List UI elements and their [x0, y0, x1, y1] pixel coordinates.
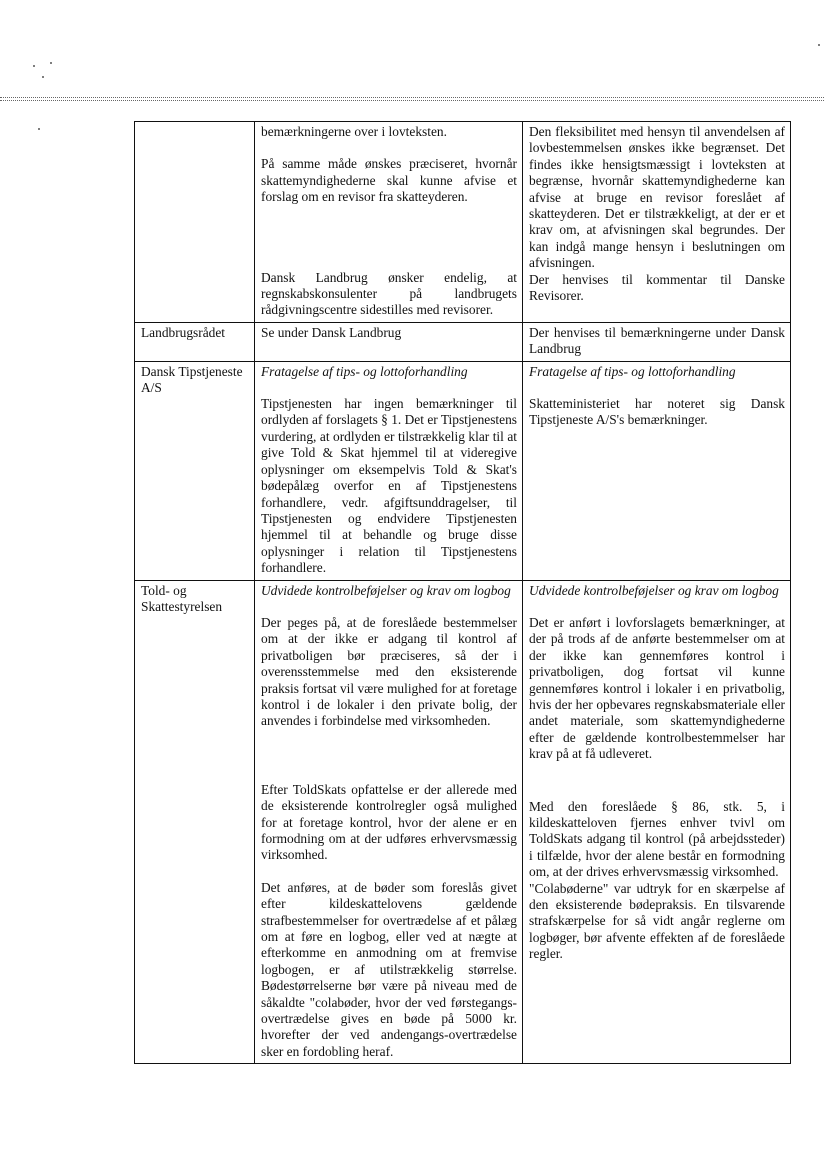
- response-paragraph: Med den foreslåede § 86, stk. 5, i kildeskatteloven fjernes enhver tvivl om ToldSkats adgang til kontrol (på arbejdssteder) i tilfælde, hvor der alene består en formodning om, at der drives erhvervsmæssig virksomhed.: [529, 798, 785, 880]
- table-row: [135, 122, 791, 323]
- comment-paragraph: Efter ToldSkats opfattelse er der allerede med de eksisterende kontrolregler også mulighed for at foretage kontrol, hvor der alene er en formodning om at der udføres erhvervsmæssig virksomhed.: [261, 781, 517, 863]
- comment-cell: [255, 122, 523, 323]
- consultation-table: [134, 121, 791, 1064]
- response-paragraph: Skatteministeriet har noteret sig Dansk Tipstjeneste A/S's bemærkninger.: [529, 396, 785, 428]
- response-paragraph: Den fleksibilitet med hensyn til anvendelsen af lovbestemmelsen ønskes ikke begrænset. Det findes ikke hensigtsmæssigt i lovteksten at begrænse, hvornår skattemyndighederne kan afvise at bruge en revisor foreslået af skatteyderen. Det er tilstrækkeligt, at der er et krav om, at afvisningen skal begrundes. Der kan indgå mange hensyn i beslutningen om afvisningen.: [529, 124, 785, 271]
- organisation-cell: [135, 122, 255, 323]
- comment-paragraph: På samme måde ønskes præciseret, hvornår skattemyndighederne skal kunne afvise et forslag om en revisor fra skatteyderen.: [261, 156, 517, 205]
- response-paragraph: Det er anført i lovforslagets bemærkninger, at der på trods af de anførte bestemmelser om at der ikke kan gennemføres kontrol i privatboligen, dog fortsat vil kunne gennemføres kontrol i lokaler i en privatbolig, hvis der her opbevares regnskabsmateriale eller andet materiale, som skattemyndighederne efter de gældende kontrolbestemmelser har krav på at få udleveret.: [529, 614, 785, 762]
- scan-line: [0, 100, 824, 101]
- organisation-cell: Landbrugsrådet: [135, 322, 255, 361]
- response-paragraph: Der henvises til bemærkningerne under Dansk Landbrug: [529, 324, 785, 357]
- scan-speck: [38, 128, 40, 130]
- response-heading: Fratagelse af tips- og lottoforhandling: [529, 363, 736, 379]
- response-cell: [523, 322, 791, 361]
- scan-speck: [33, 65, 35, 67]
- comment-cell: [255, 322, 523, 361]
- table-row: [135, 580, 791, 1064]
- response-paragraph: Der henvises til kommentar til Danske Revisorer.: [529, 271, 785, 304]
- response-cell: [523, 580, 791, 1064]
- comment-paragraph: bemærkningerne over i lovteksten.: [261, 124, 447, 139]
- scan-speck: [42, 76, 44, 78]
- response-cell: [523, 122, 791, 323]
- comment-paragraph: Der peges på, at de foreslåede bestemmelser om at der ikke er adgang til kontrol af privatboligen bør præciseres, så der i overensstemmelse med den eksisterende praksis fortsat vil være mulighed for at foretage kontrol i de lokaler i den private bolig, der anvendes i forbindelse med virksomheden.: [261, 614, 517, 729]
- table-row: [135, 322, 791, 361]
- comment-paragraph: Tipstjenesten har ingen bemærkninger til ordlyden af forslagets § 1. Det er Tipstjenestens vurdering, at ordlyden er tilstrækkelig klar til at give Told & Skat hjemmel til at videregive oplysninger om eksempelvis Told & Skat's bødepålæg overfor en af Tipstjenestens forhandlere, vedr. afgiftsunddragelser, til Tipstjenesten og endvidere Tipstjenesten hjemmel til at behandle og bruge disse oplysninger i relation til Tipstjenestens forhandlere.: [261, 396, 517, 576]
- comment-paragraph: Dansk Landbrug ønsker endelig, at regnskabskonsulenter på landbrugets rådgivningscentre sidestilles med revisorer.: [261, 269, 517, 318]
- response-cell: [523, 361, 791, 580]
- comment-paragraph: Se under Dansk Landbrug: [261, 324, 402, 340]
- scan-speck: [50, 62, 52, 64]
- table-row: [135, 361, 791, 580]
- response-heading: Udvidede kontrolbeføjelser og krav om logbog: [529, 582, 779, 598]
- response-paragraph: "Colabøderne" var udtryk for en skærpelse af den eksisterende bødepraksis. En tilsvarende strafskærpelse for så vidt angår reglerne om logbøger, bør afvente effekten af de foreslåede regler.: [529, 880, 785, 962]
- comment-cell: [255, 361, 523, 580]
- organisation-cell: Told- og Skattestyrelsen: [135, 580, 255, 1064]
- comment-heading: Fratagelse af tips- og lottoforhandling: [261, 363, 468, 379]
- organisation-cell: Dansk Tipstjeneste A/S: [135, 361, 255, 580]
- scan-line: [0, 97, 824, 98]
- comment-paragraph: Det anføres, at de bøder som foreslås givet efter kildeskattelovens gældende strafbestemmelser for overtrædelse af et pålæg om at føre en logbog, eller ved at nægte at efterkomme en anmodning om at fremvise logbogen, er af utilstrækkelig størrelse. Bødestørrelserne bør være på niveau med de såkaldte "colabøder, hvor der ved førstegangs-overtrædelse gives en bøde på 5000 kr. hvorefter der ved andengangs-overtrædelse sker en fordobling heraf.: [261, 879, 517, 1059]
- comment-heading: Udvidede kontrolbeføjelser og krav om logbog: [261, 582, 511, 598]
- comment-cell: [255, 580, 523, 1064]
- scan-speck: [818, 44, 820, 46]
